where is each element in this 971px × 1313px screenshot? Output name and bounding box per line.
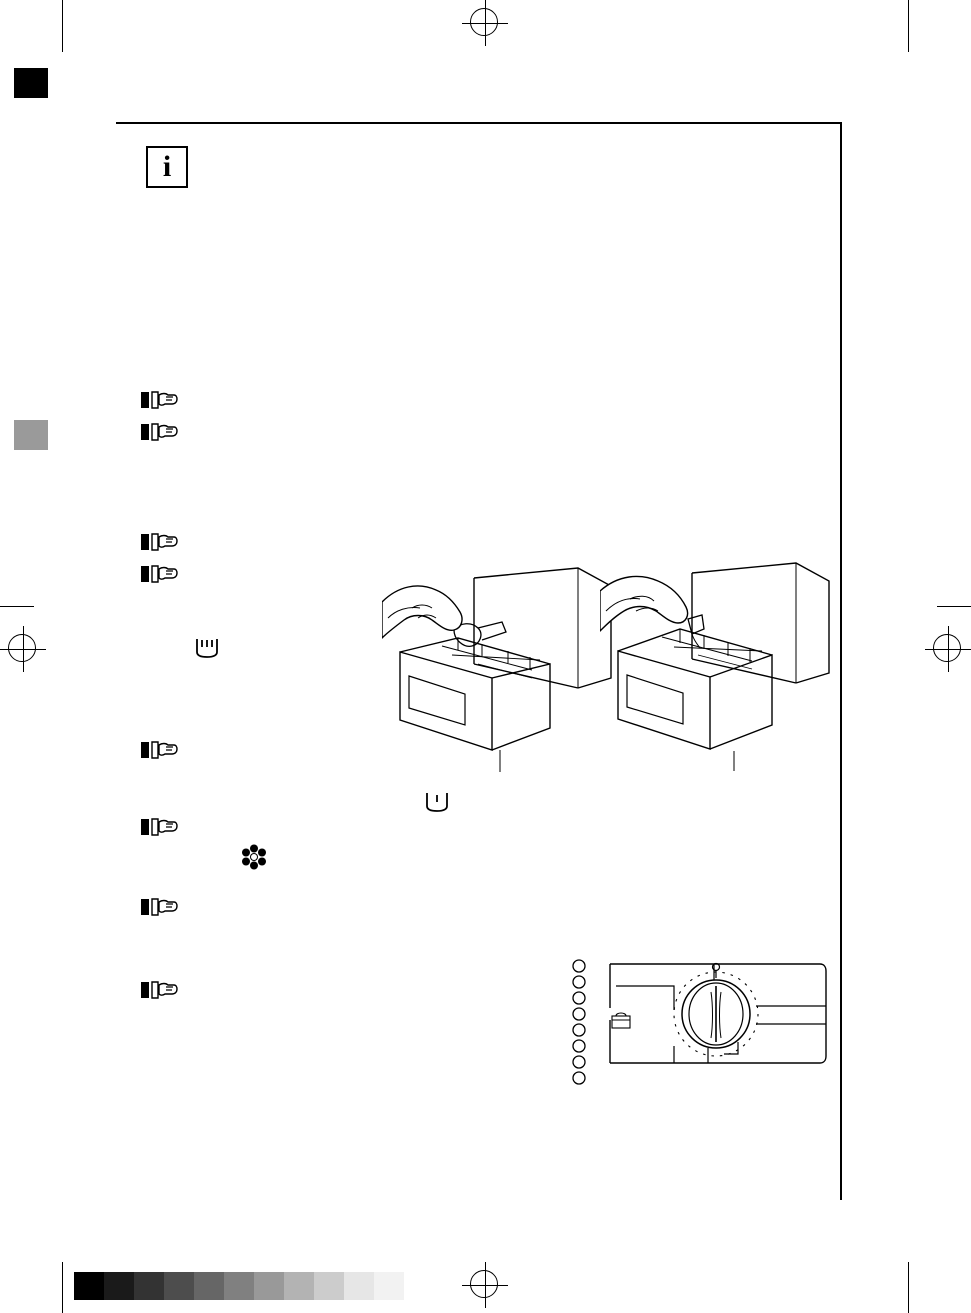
gray-swatch <box>224 1272 254 1300</box>
drawer-liquid-illustration <box>600 555 830 775</box>
registration-target-top <box>462 0 508 46</box>
fabric-softener-symbol <box>240 843 268 876</box>
main-wash-compartment-symbol <box>194 636 220 665</box>
black-index-tab-top <box>14 68 48 98</box>
pointing-hand-bullet <box>140 978 174 1000</box>
pointing-hand-bullet <box>140 895 174 917</box>
pointing-hand-bullet <box>140 815 174 837</box>
crop-mark-top-left-vertical <box>62 0 63 52</box>
gray-swatch <box>104 1272 134 1300</box>
drawer-powder-illustration <box>382 560 612 775</box>
gray-swatch <box>344 1272 374 1300</box>
registration-target-right <box>925 626 971 672</box>
registration-target-left <box>0 626 46 672</box>
pointing-hand-bullet <box>140 562 174 584</box>
page-right-rule <box>840 122 842 1200</box>
gray-swatch <box>164 1272 194 1300</box>
pointing-hand-bullet <box>140 530 174 552</box>
gray-swatch <box>254 1272 284 1300</box>
gray-swatch <box>284 1272 314 1300</box>
pointing-hand-bullet <box>140 388 174 410</box>
page-top-rule <box>116 122 842 124</box>
registration-target-bottom <box>462 1262 508 1308</box>
gray-index-tab-side <box>14 420 48 450</box>
crop-mark-top-right-vertical <box>908 0 909 52</box>
gray-swatch <box>374 1272 404 1300</box>
gray-swatch <box>194 1272 224 1300</box>
gray-swatch <box>134 1272 164 1300</box>
pointing-hand-bullet <box>140 420 174 442</box>
grayscale-calibration-bar <box>74 1272 404 1300</box>
gray-swatch <box>74 1272 104 1300</box>
prewash-compartment-symbol <box>424 790 450 819</box>
gray-swatch <box>314 1272 344 1300</box>
pointing-hand-bullet <box>140 738 174 760</box>
program-selector-illustration <box>570 950 830 1110</box>
crop-mark-bottom-left-vertical <box>62 1262 63 1313</box>
crop-mark-right-upper-horizontal <box>937 606 971 607</box>
information-note-icon: i <box>146 146 188 188</box>
crop-mark-bottom-right-vertical <box>908 1262 909 1313</box>
crop-mark-left-upper-horizontal <box>0 606 34 607</box>
